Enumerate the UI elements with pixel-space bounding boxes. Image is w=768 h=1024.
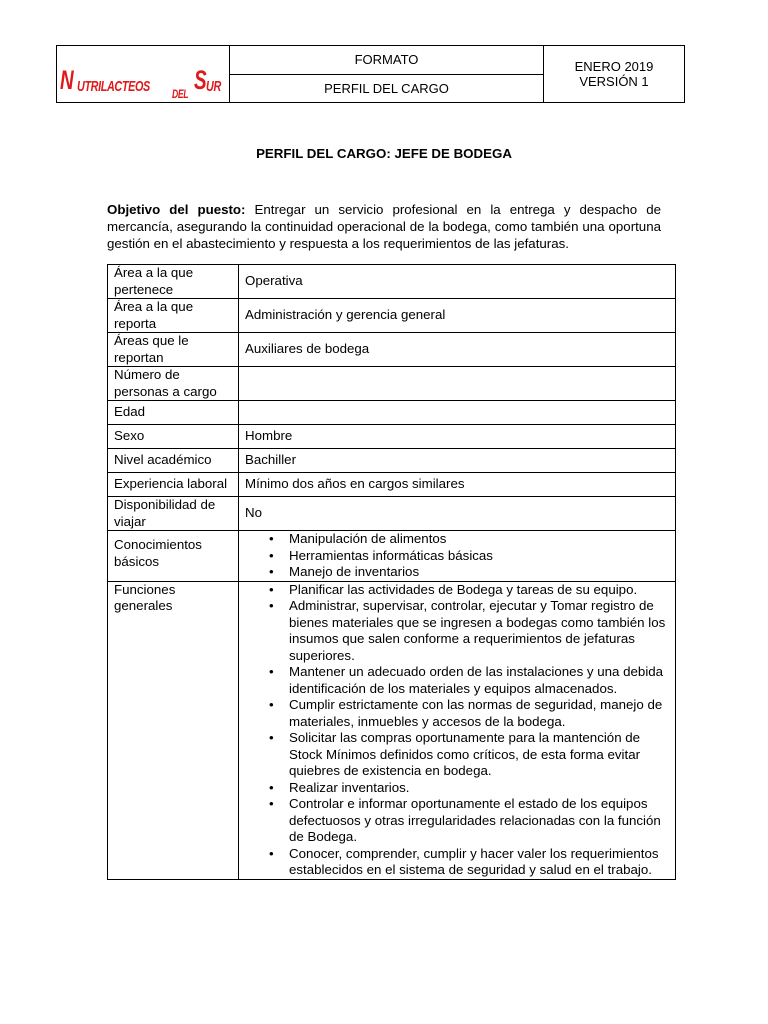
doc-title: PERFIL DEL CARGO bbox=[230, 74, 544, 103]
list-item: • Planificar las actividades de Bodega y tareas de su equipo. bbox=[289, 582, 669, 599]
row-value: No bbox=[239, 497, 676, 531]
objective-label: Objetivo del puesto: bbox=[107, 202, 246, 217]
table-row-functions bbox=[108, 581, 676, 879]
functions-list bbox=[245, 582, 669, 879]
functions-list-cell bbox=[239, 581, 676, 879]
row-label: Área a la que reporta bbox=[108, 299, 239, 333]
knowledge-label bbox=[108, 531, 239, 582]
list-item: • Cumplir estrictamente con las normas de seguridad, manejo de materiales, inmuebles y accesos de la bodega. bbox=[289, 697, 669, 730]
row-value bbox=[239, 401, 676, 425]
list-item: • Conocer, comprender, cumplir y hacer valer los requerimientos establecidos en el sistema de seguridad y salud en el trabajo. bbox=[289, 846, 669, 879]
list-item: • Manipulación de alimentos bbox=[289, 531, 669, 548]
row-value: Mínimo dos años en cargos similares bbox=[239, 473, 676, 497]
table-row bbox=[108, 299, 676, 333]
row-label: Área a la que pertenece bbox=[108, 265, 239, 299]
list-item: • Herramientas informáticas básicas bbox=[289, 548, 669, 565]
list-item: • Controlar e informar oportunamente el estado de los equipos defectuosos y otras irregularidades relacionadas con la función de Bodega. bbox=[289, 796, 669, 846]
table-row bbox=[108, 497, 676, 531]
table-row bbox=[108, 449, 676, 473]
knowledge-list bbox=[245, 531, 669, 581]
table-row bbox=[108, 425, 676, 449]
objective-paragraph bbox=[107, 201, 661, 252]
version-cell bbox=[544, 46, 685, 103]
logo-letter-s: S bbox=[194, 65, 207, 95]
table-row bbox=[108, 265, 676, 299]
row-label: Áreas que le reportan bbox=[108, 333, 239, 367]
profile-table bbox=[107, 264, 676, 880]
knowledge-list-cell bbox=[239, 531, 676, 582]
table-row bbox=[108, 333, 676, 367]
row-label: Sexo bbox=[108, 425, 239, 449]
company-logo bbox=[57, 46, 229, 102]
row-value bbox=[239, 367, 676, 401]
row-value: Hombre bbox=[239, 425, 676, 449]
list-item: • Mantener un adecuado orden de las instalaciones y una debida identificación de los materiales y equipos almacenados. bbox=[289, 664, 669, 697]
logo-word-ur: UR bbox=[205, 78, 221, 95]
table-row bbox=[108, 401, 676, 425]
document-header bbox=[56, 45, 685, 103]
row-label: Disponibilidad de viajar bbox=[108, 497, 239, 531]
list-item: • Administrar, supervisar, controlar, ejecutar y Tomar registro de bienes materiales que se ingresen a bodegas como también los insumos que salen conforme a requerimientos de jefaturas superiores. bbox=[289, 598, 669, 664]
row-value: Bachiller bbox=[239, 449, 676, 473]
list-item: • Realizar inventarios. bbox=[289, 780, 669, 797]
logo-word-del: DEL bbox=[171, 87, 188, 101]
table-row-knowledge bbox=[108, 531, 676, 582]
functions-label: Funciones generales bbox=[108, 581, 239, 879]
row-value: Operativa bbox=[239, 265, 676, 299]
row-label: Nivel académico bbox=[108, 449, 239, 473]
knowledge-label-text: Conocimientos básicos bbox=[114, 537, 202, 569]
page-title: PERFIL DEL CARGO: JEFE DE BODEGA bbox=[256, 146, 512, 161]
table-row bbox=[108, 367, 676, 401]
doc-date: ENERO 2019 bbox=[574, 59, 654, 74]
format-label: FORMATO bbox=[230, 46, 544, 75]
row-label: Experiencia laboral bbox=[108, 473, 239, 497]
row-value: Auxiliares de bodega bbox=[239, 333, 676, 367]
row-value: Administración y gerencia general bbox=[239, 299, 676, 333]
logo-word-utrilacteos: UTRILACTEOS bbox=[76, 78, 150, 95]
doc-version: VERSIÓN 1 bbox=[579, 74, 649, 89]
row-label: Número de personas a cargo bbox=[108, 367, 239, 401]
objective-text: Entregar un servicio profesional en la entrega y despacho de mercancía, asegurando la continuidad operacional de la bodega, como también una oportuna gestión en el abastecimiento y respuesta a los requerimientos de las jefaturas. bbox=[107, 202, 662, 251]
list-item: • Solicitar las compras oportunamente para la mantención de Stock Mínimos definidos como críticos, de esta forma evitar quiebres de existencia en bodega. bbox=[289, 730, 669, 780]
logo-letter-n: N bbox=[59, 65, 73, 95]
logo-cell bbox=[57, 46, 230, 103]
list-item: • Manejo de inventarios bbox=[289, 564, 669, 581]
table-row bbox=[108, 473, 676, 497]
row-label: Edad bbox=[108, 401, 239, 425]
